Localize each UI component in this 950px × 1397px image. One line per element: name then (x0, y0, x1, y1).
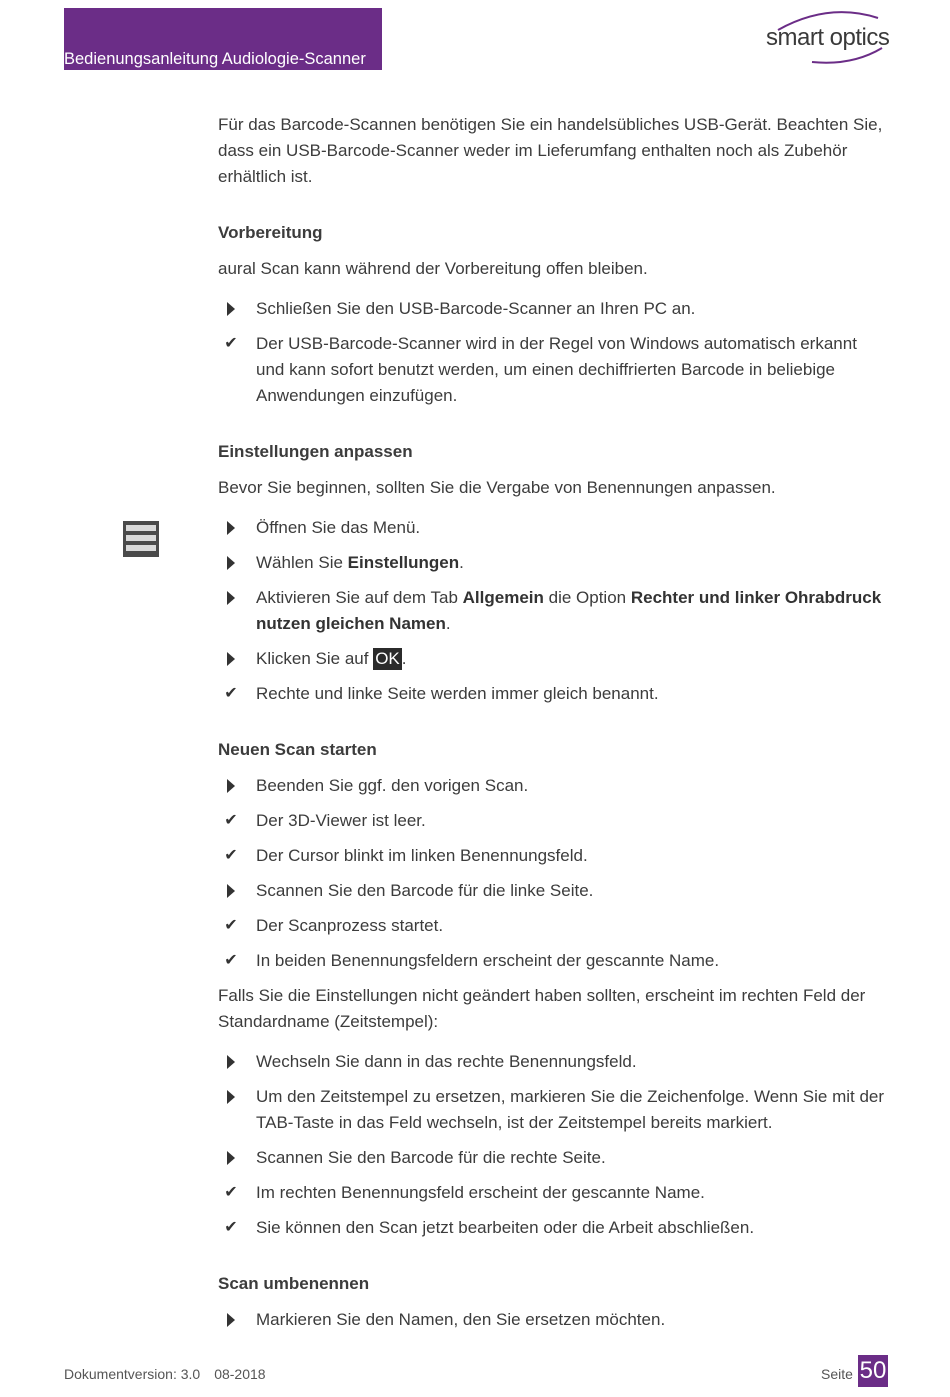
step-arrow-icon (222, 1084, 240, 1110)
list-item (218, 1180, 888, 1206)
list-item (218, 646, 888, 672)
step-arrow-icon (222, 1307, 240, 1333)
neuer-scan-note: Falls Sie die Einstellungen nicht geändert haben sollten, erscheint im rechten Feld der Standardname (Zeitstempel): (218, 986, 866, 1031)
result-text: Der 3D-Viewer ist leer. (256, 811, 426, 830)
main-content (218, 112, 888, 1342)
list-item (218, 515, 888, 541)
checkmark-icon: ✔ (224, 1219, 238, 1236)
result-text: Rechte und linke Seite werden immer gleich benannt. (256, 684, 659, 703)
section-heading-einstellungen: Einstellungen anpassen (218, 442, 413, 461)
step-text: Schließen Sie den USB-Barcode-Scanner an Ihren PC an. (256, 299, 696, 318)
list-item (218, 1215, 888, 1241)
step-text-mid: die Option (543, 588, 631, 607)
checkmark-icon: ✔ (224, 847, 238, 864)
step-text-pre: Wählen Sie (256, 553, 348, 572)
menu-icon-bar (126, 525, 156, 531)
list-item (218, 773, 888, 799)
step-text-post: . (445, 614, 451, 633)
list-item (218, 550, 888, 576)
vorbereitung-text: aural Scan kann während der Vorbereitung offen bleiben. (218, 259, 648, 278)
list-item (218, 913, 888, 939)
list-item (218, 843, 888, 869)
logo-text: smart optics (766, 24, 890, 51)
smart-optics-logo (762, 8, 890, 66)
checkmark-icon: ✔ (224, 952, 238, 969)
section-heading-umbenennen: Scan umbenennen (218, 1274, 370, 1293)
checkmark-icon: ✔ (224, 812, 238, 829)
option-name: Rechter und linker Ohrabdruck nutzen gleichen Namen (256, 588, 882, 633)
checkmark-icon: ✔ (224, 335, 238, 352)
neuer-scan-steps-a (218, 773, 888, 974)
step-text-post: . (401, 649, 407, 668)
menu-icon-bar (126, 545, 156, 551)
logo-arc-bottom-icon (772, 26, 884, 66)
step-text-pre: Aktivieren Sie auf dem Tab (256, 588, 463, 607)
step-text: Markieren Sie den Namen, den Sie ersetzen möchten. (256, 1310, 666, 1329)
step-text-pre: Klicken Sie auf (256, 649, 374, 668)
step-text: Scannen Sie den Barcode für die linke Seite. (256, 881, 594, 900)
result-text: Der Scanprozess startet. (256, 916, 444, 935)
step-text: Um den Zeitstempel zu ersetzen, markieren Sie die Zeichenfolge. Wenn Sie mit der TAB-Taste in das Feld wechseln, ist der Zeitstempel bereits markiert. (256, 1087, 885, 1132)
list-item (218, 681, 888, 707)
ok-button-reference: OK (375, 649, 400, 668)
step-arrow-icon (222, 646, 240, 672)
einstellungen-text: Bevor Sie beginnen, sollten Sie die Vergabe von Benennungen anpassen. (218, 478, 776, 497)
result-text: Der USB-Barcode-Scanner wird in der Regel von Windows automatisch erkannt und kann sofort benutzt werden, um einen dechiffrierten Barcode in beliebige Anwendungen einzufügen. (256, 334, 857, 405)
document-version: Dokumentversion: 3.0 (64, 1366, 201, 1382)
umbenennen-steps (218, 1307, 888, 1333)
document-date: 08-2018 (214, 1366, 266, 1382)
list-item (218, 948, 888, 974)
list-item (218, 1307, 888, 1333)
step-arrow-icon (222, 773, 240, 799)
checkmark-icon: ✔ (224, 1184, 238, 1201)
result-text: Der Cursor blinkt im linken Benennungsfeld. (256, 846, 588, 865)
header-bar (64, 8, 382, 70)
step-arrow-icon (222, 1145, 240, 1171)
page-number: 50 (858, 1355, 888, 1387)
step-arrow-icon (222, 515, 240, 541)
step-arrow-icon (222, 1049, 240, 1075)
checkmark-icon: ✔ (224, 917, 238, 934)
step-arrow-icon (222, 878, 240, 904)
step-text: Wechseln Sie dann in das rechte Benennungsfeld. (256, 1052, 637, 1071)
einstellungen-steps (218, 515, 888, 707)
list-item (218, 1049, 888, 1075)
list-item (218, 1145, 888, 1171)
step-text-post: . (459, 553, 464, 572)
menu-icon-bar (126, 535, 156, 541)
checkmark-icon: ✔ (224, 685, 238, 702)
result-text: In beiden Benennungsfeldern erscheint der gescannte Name. (256, 951, 720, 970)
document-title: Bedienungsanleitung Audiologie-Scanner (64, 50, 366, 68)
intro-paragraph: Für das Barcode-Scannen benötigen Sie ein handelsübliches USB-Gerät. Beachten Sie, dass ein USB-Barcode-Scanner weder im Lieferumfang enthalten noch als Zubehör erhältlich ist. (218, 115, 883, 186)
step-arrow-icon (222, 585, 240, 611)
hamburger-menu-icon (123, 521, 159, 557)
step-arrow-icon (222, 296, 240, 322)
step-arrow-icon (222, 550, 240, 576)
result-text: Sie können den Scan jetzt bearbeiten oder die Arbeit abschließen. (256, 1218, 755, 1237)
section-heading-vorbereitung: Vorbereitung (218, 223, 323, 242)
footer-version-info (64, 1366, 266, 1382)
neuer-scan-steps-b (218, 1049, 888, 1241)
list-item (218, 296, 888, 322)
page-label: Seite (821, 1366, 853, 1382)
list-item (218, 808, 888, 834)
step-text: Beenden Sie ggf. den vorigen Scan. (256, 776, 529, 795)
vorbereitung-steps (218, 296, 888, 409)
list-item (218, 878, 888, 904)
list-item (218, 585, 888, 637)
menu-option-einstellungen: Einstellungen (347, 553, 460, 572)
step-text: Scannen Sie den Barcode für die rechte Seite. (256, 1148, 606, 1167)
step-text: Öffnen Sie das Menü. (256, 518, 421, 537)
tab-name-allgemein: Allgemein (462, 588, 544, 607)
section-heading-neuer-scan: Neuen Scan starten (218, 740, 377, 759)
result-text: Im rechten Benennungsfeld erscheint der gescannte Name. (256, 1183, 705, 1202)
list-item (218, 331, 888, 409)
list-item (218, 1084, 888, 1136)
